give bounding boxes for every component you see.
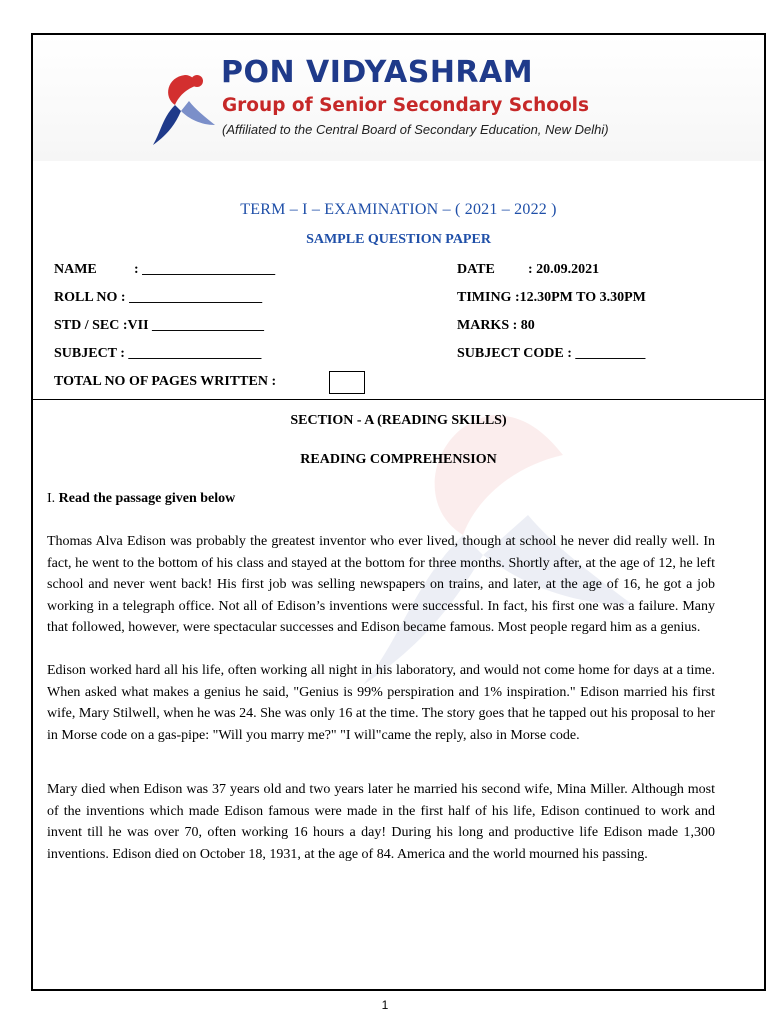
- subject-field: SUBJECT : ___________________: [54, 346, 262, 361]
- school-header: [33, 35, 764, 161]
- school-name: PON VIDYASHRAM: [221, 55, 534, 90]
- passage-paragraph-1: Thomas Alva Edison was probably the greatest inventor who ever lived, though at school he never did really well. In fact, he went to the bottom of his class and stayed at the bottom for three months. Shortly after, at the age of 12, he left school and never went back! His first job was selling newspapers on trains, and later, at the age of 16, he got a job working in a telegraph office. Not all of Edison’s inventions were successful. In fact, his first one was a failure. Many that followed, however, were spectacular successes and Edison became famous. Most people regard him as a genius.: [47, 534, 715, 636]
- page-number: 1: [381, 998, 389, 1012]
- school-logo-icon: [145, 65, 223, 151]
- question-number: I.: [47, 491, 56, 506]
- section-divider: [33, 399, 764, 400]
- roll-no-field: ROLL NO : ___________________: [54, 290, 263, 305]
- section-heading: SECTION - A (READING SKILLS): [290, 413, 507, 428]
- school-subtitle: Group of Senior Secondary Schools: [222, 95, 590, 116]
- date-value: : 20.09.2021: [528, 262, 600, 277]
- date-label: DATE: [457, 262, 495, 277]
- exam-paper-frame: [31, 33, 766, 991]
- subject-code-field: SUBJECT CODE : __________: [457, 346, 646, 361]
- question-heading: [47, 491, 235, 507]
- marks-field: MARKS : 80: [457, 318, 535, 333]
- passage-paragraph-3: Mary died when Edison was 37 years old and two years later he married his second wife, Mina Miller. Although most of the inventions which made Edison famous were made in the first half of his life, Edison continued to work and invent till he was over 70, often working 16 hours a day! During his long and productive life Edison made 1,300 inventions. Edison died on October 18, 1931, at the age of 84. America and the world mourned his passing.: [47, 782, 715, 862]
- timing-field: TIMING :12.30PM TO 3.30PM: [457, 290, 646, 305]
- pages-written-label: TOTAL NO OF PAGES WRITTEN :: [54, 374, 277, 389]
- name-label: NAME: [54, 262, 97, 277]
- question-text: Read the passage given below: [58, 491, 236, 506]
- section-subheading: READING COMPREHENSION: [300, 452, 497, 467]
- pages-written-box: [329, 371, 365, 394]
- name-field: : ___________________: [134, 262, 276, 277]
- std-sec-field: STD / SEC :VII ________________: [54, 318, 265, 333]
- school-affiliation: (Affiliated to the Central Board of Secondary Education, New Delhi): [222, 122, 609, 137]
- passage-paragraph-2: Edison worked hard all his life, often working all night in his laboratory, and would not come home for days at a time. When asked what makes a genius he said, "Genius is 99% perspiration and 1% inspiration." Edison married his first wife, Mary Stilwell, when he was 24. She was only 16 at the time. The story goes that he tapped out his proposal to her in Morse code on a gas-pipe: "Will you marry me?" "I will"came the reply, also in Morse code.: [47, 663, 715, 743]
- exam-title: TERM – I – EXAMINATION – ( 2021 – 2022 ): [240, 201, 557, 218]
- exam-subtitle: SAMPLE QUESTION PAPER: [306, 232, 491, 247]
